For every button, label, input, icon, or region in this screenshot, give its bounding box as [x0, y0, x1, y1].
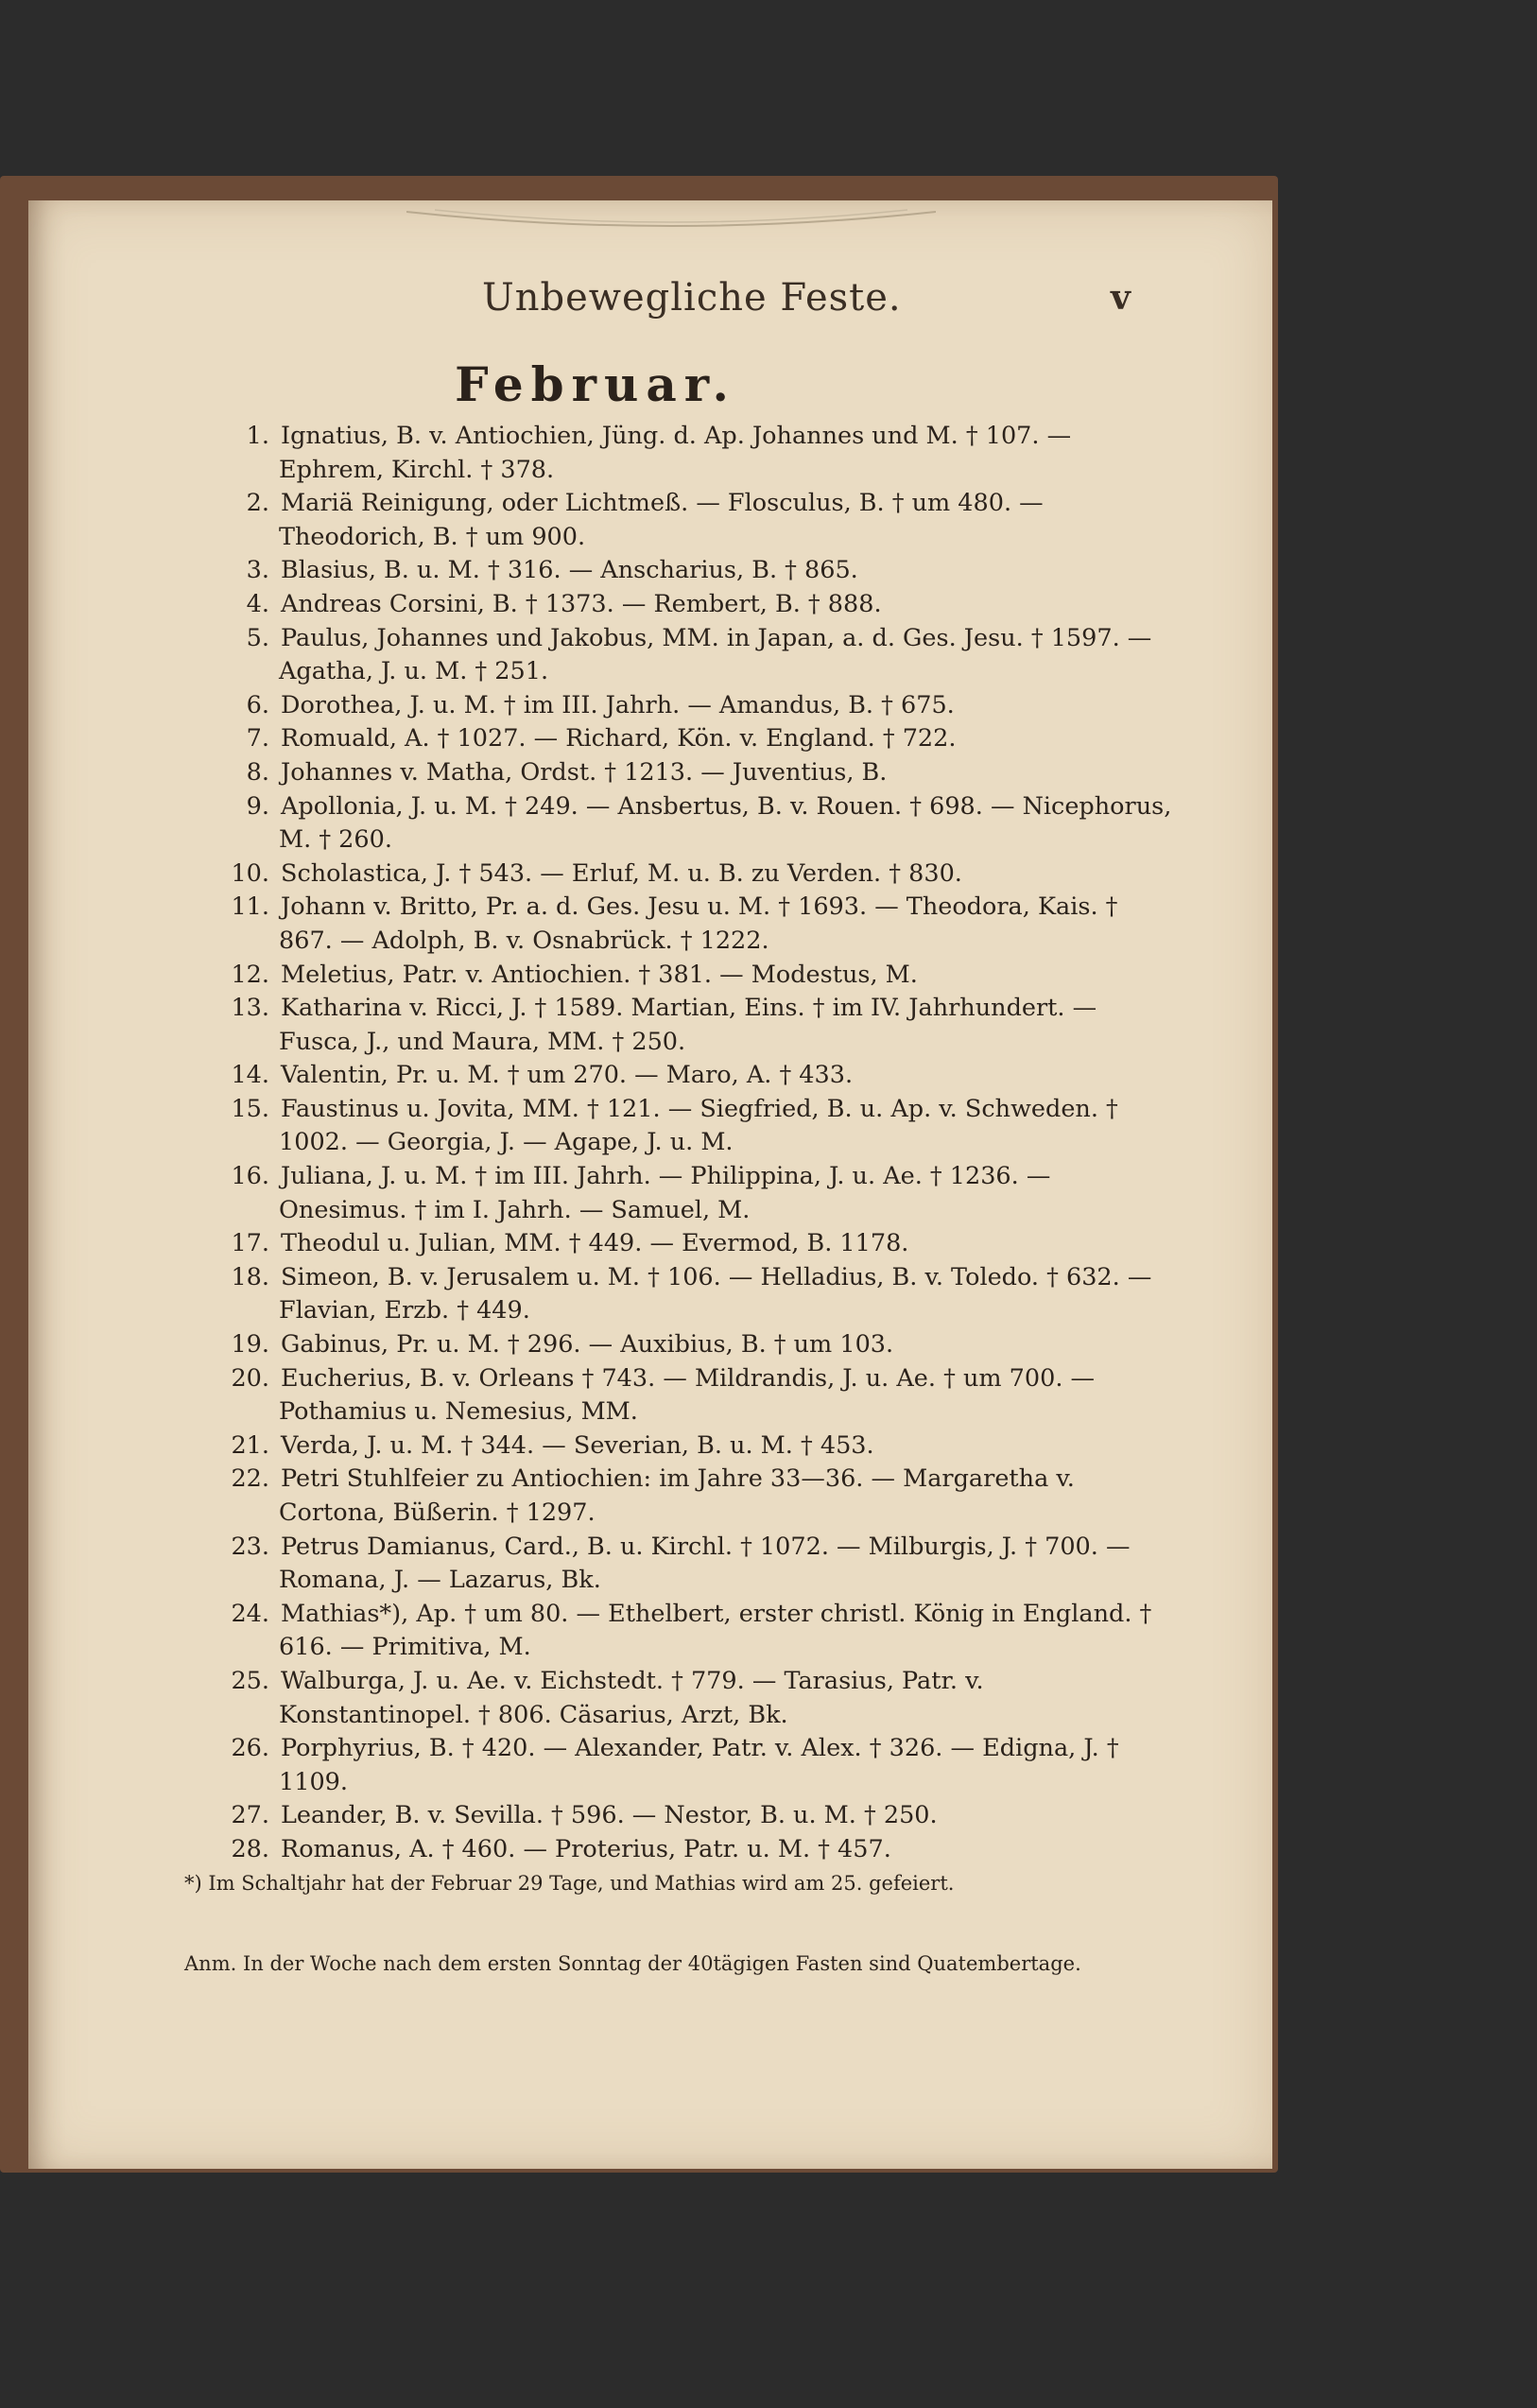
running-head — [28, 276, 1272, 333]
feast-text: Walburga, J. u. Ae. v. Eichstedt. † 779. — Tarasius, Patr. v. Konstantinopel. † 806. Cäsarius, Arzt, Bk. — [279, 1666, 984, 1729]
feast-text: Petrus Damianus, Card., B. u. Kirchl. † 1072. — Milburgis, J. † 700. — Romana, J. — Lazarus, Bk. — [279, 1532, 1131, 1595]
feast-entry — [170, 1160, 1172, 1227]
feast-entry — [170, 992, 1172, 1059]
feast-text: Mathias*), Ap. † um 80. — Ethelbert, erster christl. König in England. † 616. — Primitiva, M. — [279, 1599, 1152, 1662]
feast-text: Katharina v. Ricci, J. † 1589. Martian, Eins. † im IV. Jahrhundert. — Fusca, J., und Maura, MM. † 250. — [279, 994, 1097, 1056]
day-number: 18. — [231, 1262, 269, 1291]
feast-entry — [170, 487, 1172, 554]
feast-text: Mariä Reinigung, oder Lichtmeß. — Flosculus, B. † um 480. — Theodorich, B. † um 900. — [279, 489, 1044, 551]
day-number: 23. — [231, 1532, 269, 1561]
feast-entry — [170, 756, 1172, 790]
footnote: *) Im Schaltjahr hat der Februar 29 Tage, und Mathias wird am 25. gefeiert. — [184, 1872, 955, 1895]
day-number: 3. — [246, 556, 269, 585]
feast-text: Verda, J. u. M. † 344. — Severian, B. u. M. † 453. — [281, 1430, 874, 1460]
day-number: 4. — [246, 589, 269, 618]
feast-text: Theodul u. Julian, MM. † 449. — Evermod, B. 1178. — [281, 1229, 909, 1258]
feast-entry — [170, 554, 1172, 588]
feast-entry — [170, 622, 1172, 689]
feast-entry — [170, 420, 1172, 487]
day-number: 15. — [231, 1094, 269, 1123]
feast-entry — [170, 891, 1172, 958]
day-number: 21. — [231, 1430, 269, 1460]
day-number: 10. — [231, 858, 269, 888]
feast-text: Valentin, Pr. u. M. † um 270. — Maro, A. † 433. — [281, 1061, 854, 1090]
feast-text: Scholastica, J. † 543. — Erluf, M. u. B. zu Verden. † 830. — [281, 858, 962, 888]
feast-entry — [170, 689, 1172, 723]
day-number: 5. — [246, 623, 269, 652]
day-number: 16. — [231, 1162, 269, 1191]
feast-entry — [170, 588, 1172, 622]
day-number: 26. — [231, 1734, 269, 1763]
feast-text: Johannes v. Matha, Ordst. † 1213. — Juventius, B. — [281, 757, 888, 787]
feast-text: Leander, B. v. Sevilla. † 596. — Nestor, B. u. M. † 250. — [281, 1801, 938, 1830]
feast-entry — [170, 1598, 1172, 1665]
day-number: 1. — [246, 422, 269, 450]
book-page — [28, 200, 1272, 2169]
feast-entry — [170, 722, 1172, 756]
feast-list — [170, 420, 1172, 1867]
feast-text: Andreas Corsini, B. † 1373. — Rembert, B. † 888. — [281, 589, 882, 618]
feast-text: Dorothea, J. u. M. † im III. Jahrh. — Amandus, B. † 675. — [281, 690, 955, 719]
day-number: 14. — [231, 1061, 269, 1090]
feast-text: Gabinus, Pr. u. M. † 296. — Auxibius, B. † um 103. — [281, 1330, 894, 1360]
day-number: 20. — [231, 1363, 269, 1393]
day-number: 17. — [231, 1229, 269, 1258]
day-number: 2. — [246, 489, 269, 518]
day-number: 6. — [246, 690, 269, 719]
feast-text: Romuald, A. † 1027. — Richard, Kön. v. England. † 722. — [281, 724, 957, 754]
feast-entry — [170, 1732, 1172, 1799]
day-number: 27. — [231, 1801, 269, 1830]
feast-text: Johann v. Britto, Pr. a. d. Ges. Jesu u. M. † 1693. — Theodora, Kais. † 867. — Adolph, B. v. Osnabrück. † 1222. — [279, 892, 1118, 955]
feast-text: Petri Stuhlfeier zu Antiochien: im Jahre 33—36. — Margaretha v. Cortona, Büßerin. † 1297. — [279, 1464, 1075, 1527]
day-number: 7. — [246, 724, 269, 754]
feast-entry — [170, 1059, 1172, 1093]
day-number: 22. — [231, 1464, 269, 1494]
feast-text: Apollonia, J. u. M. † 249. — Ansbertus, B. v. Rouen. † 698. — Nicephorus, M. † 260. — [279, 791, 1172, 855]
feast-text: Ignatius, B. v. Antiochien, Jüng. d. Ap. Johannes und M. † 107. — Ephrem, Kirchl. † 378. — [279, 422, 1072, 484]
feast-text: Paulus, Johannes und Jakobus, MM. in Japan, a. d. Ges. Jesu. † 1597. — Agatha, J. u. M. † 251. — [279, 623, 1152, 686]
feast-entry — [170, 1261, 1172, 1328]
day-number: 9. — [246, 791, 269, 821]
feast-text: Faustinus u. Jovita, MM. † 121. — Siegfried, B. u. Ap. v. Schweden. † 1002. — Georgia, J. — Agape, J. u. M. — [279, 1094, 1118, 1157]
feast-entry — [170, 959, 1172, 993]
feast-entry — [170, 1463, 1172, 1530]
feast-text: Eucherius, B. v. Orleans † 743. — Mildrandis, J. u. Ae. † um 700. — Pothamius u. Nemesius, MM. — [279, 1363, 1096, 1427]
feast-entry — [170, 1799, 1172, 1833]
feast-text: Juliana, J. u. M. † im III. Jahrh. — Philippina, J. u. Ae. † 1236. — Onesimus. † im I. Jahrh. — Samuel, M. — [279, 1162, 1051, 1224]
feast-entry — [170, 790, 1172, 858]
feast-entry — [170, 1531, 1172, 1598]
day-number: 24. — [231, 1599, 269, 1628]
day-number: 19. — [231, 1330, 269, 1360]
feast-entry — [170, 1093, 1172, 1160]
page-edge-lines — [406, 208, 936, 236]
day-number: 11. — [231, 892, 269, 922]
annotation-note: Anm. In der Woche nach dem ersten Sonntag der 40tägigen Fasten sind Quatembertage. — [184, 1952, 1081, 1975]
feast-text: Romanus, A. † 460. — Proterius, Patr. u. M. † 457. — [281, 1834, 891, 1863]
feast-text: Simeon, B. v. Jerusalem u. M. † 106. — Helladius, B. v. Toledo. † 632. — Flavian, Erzb. † 449. — [279, 1262, 1152, 1325]
day-number: 13. — [231, 994, 269, 1023]
feast-text: Meletius, Patr. v. Antiochien. † 381. — Modestus, M. — [281, 960, 918, 989]
feast-entry — [170, 1328, 1172, 1362]
feast-entry — [170, 1833, 1172, 1867]
day-number: 12. — [231, 960, 269, 989]
feast-text: Porphyrius, B. † 420. — Alexander, Patr. v. Alex. † 326. — Edigna, J. † 1109. — [279, 1734, 1119, 1796]
day-number: 28. — [231, 1834, 269, 1863]
feast-entry — [170, 858, 1172, 892]
day-number: 8. — [246, 757, 269, 787]
day-number: 25. — [231, 1666, 269, 1695]
feast-entry — [170, 1362, 1172, 1429]
feast-entry — [170, 1227, 1172, 1261]
feast-entry — [170, 1665, 1172, 1732]
page-number: v — [1111, 278, 1131, 318]
running-title: Unbewegliche Feste. — [482, 276, 902, 320]
feast-text: Blasius, B. u. M. † 316. — Anscharius, B. † 865. — [281, 556, 858, 585]
month-title: Februar. — [455, 356, 736, 412]
feast-entry — [170, 1429, 1172, 1464]
